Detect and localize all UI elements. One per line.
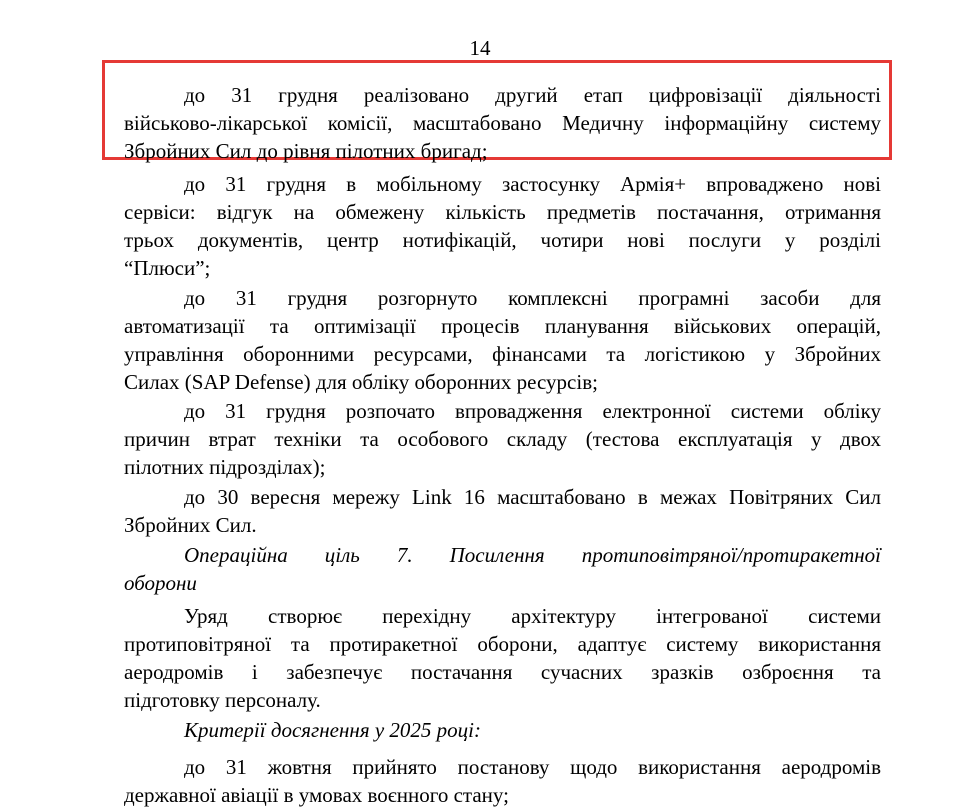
text-line: автоматизації та оптимізації процесів планування військових операцій, (124, 314, 881, 338)
text-line: Збройних Сил до рівня пілотних бригад; (124, 139, 488, 163)
text-line: Збройних Сил. (124, 513, 257, 537)
text-line: Уряд створює перехідну архітектуру інтегрованої системи (184, 604, 881, 628)
text-line: до 30 вересня мережу Link 16 масштабовано в межах Повітряних Сил (184, 485, 881, 509)
text-line: причин втрат техніки та особового складу (тестова експлуатація у двох (124, 427, 881, 451)
text-line: до 31 грудня розпочато впровадження електронної системи обліку (184, 399, 881, 423)
paragraph-link16 (124, 483, 881, 539)
paragraph-loss-accounting (124, 397, 881, 481)
text-line: до 31 грудня в мобільному застосунку Армія+ впроваджено нові (184, 172, 881, 196)
text-line: трьох документів, центр нотифікацій, чотири нові послуги у розділі (124, 228, 881, 252)
text-line: сервіси: відгук на обмежену кількість предметів постачання, отримання (124, 200, 881, 224)
paragraph-digitalization-vlk (124, 81, 881, 165)
text-line: до 31 жовтня прийнято постанову щодо використання аеродромів (184, 755, 881, 779)
text-line: Силах (SAP Defense) для обліку оборонних ресурсів; (124, 370, 598, 394)
text-line: підготовку персоналу. (124, 688, 321, 712)
heading-criteria-2025 (124, 716, 881, 744)
text-line: протиповітряної та протиракетної оборони, адаптує систему використання (124, 632, 881, 656)
page-number: 14 (469, 36, 491, 60)
paragraph-airfields-resolution (124, 753, 881, 809)
paragraph-army-plus (124, 170, 881, 282)
text-line: оборони (124, 571, 197, 595)
text-line: Критерії досягнення у 2025 році: (184, 718, 481, 742)
text-line: до 31 грудня реалізовано другий етап цифровізації діяльності (184, 83, 881, 107)
heading-operational-goal-7 (124, 541, 881, 597)
text-line: військово-лікарської комісії, масштабовано Медичну інформаційну систему (124, 111, 881, 135)
text-line: управління оборонними ресурсами, фінансами та логістикою у Збройних (124, 342, 881, 366)
text-line: “Плюси”; (124, 256, 211, 280)
text-line: до 31 грудня розгорнуто комплексні програмні засоби для (184, 286, 881, 310)
text-line: аеродромів і забезпечує постачання сучасних зразків озброєння та (124, 660, 881, 684)
paragraph-sap-defense (124, 284, 881, 396)
text-line: Операційна ціль 7. Посилення протиповітряної/протиракетної (184, 543, 881, 567)
text-line: пілотних підрозділах); (124, 455, 326, 479)
text-line: державної авіації в умовах воєнного стану; (124, 783, 509, 807)
paragraph-air-defense-architecture (124, 602, 881, 714)
